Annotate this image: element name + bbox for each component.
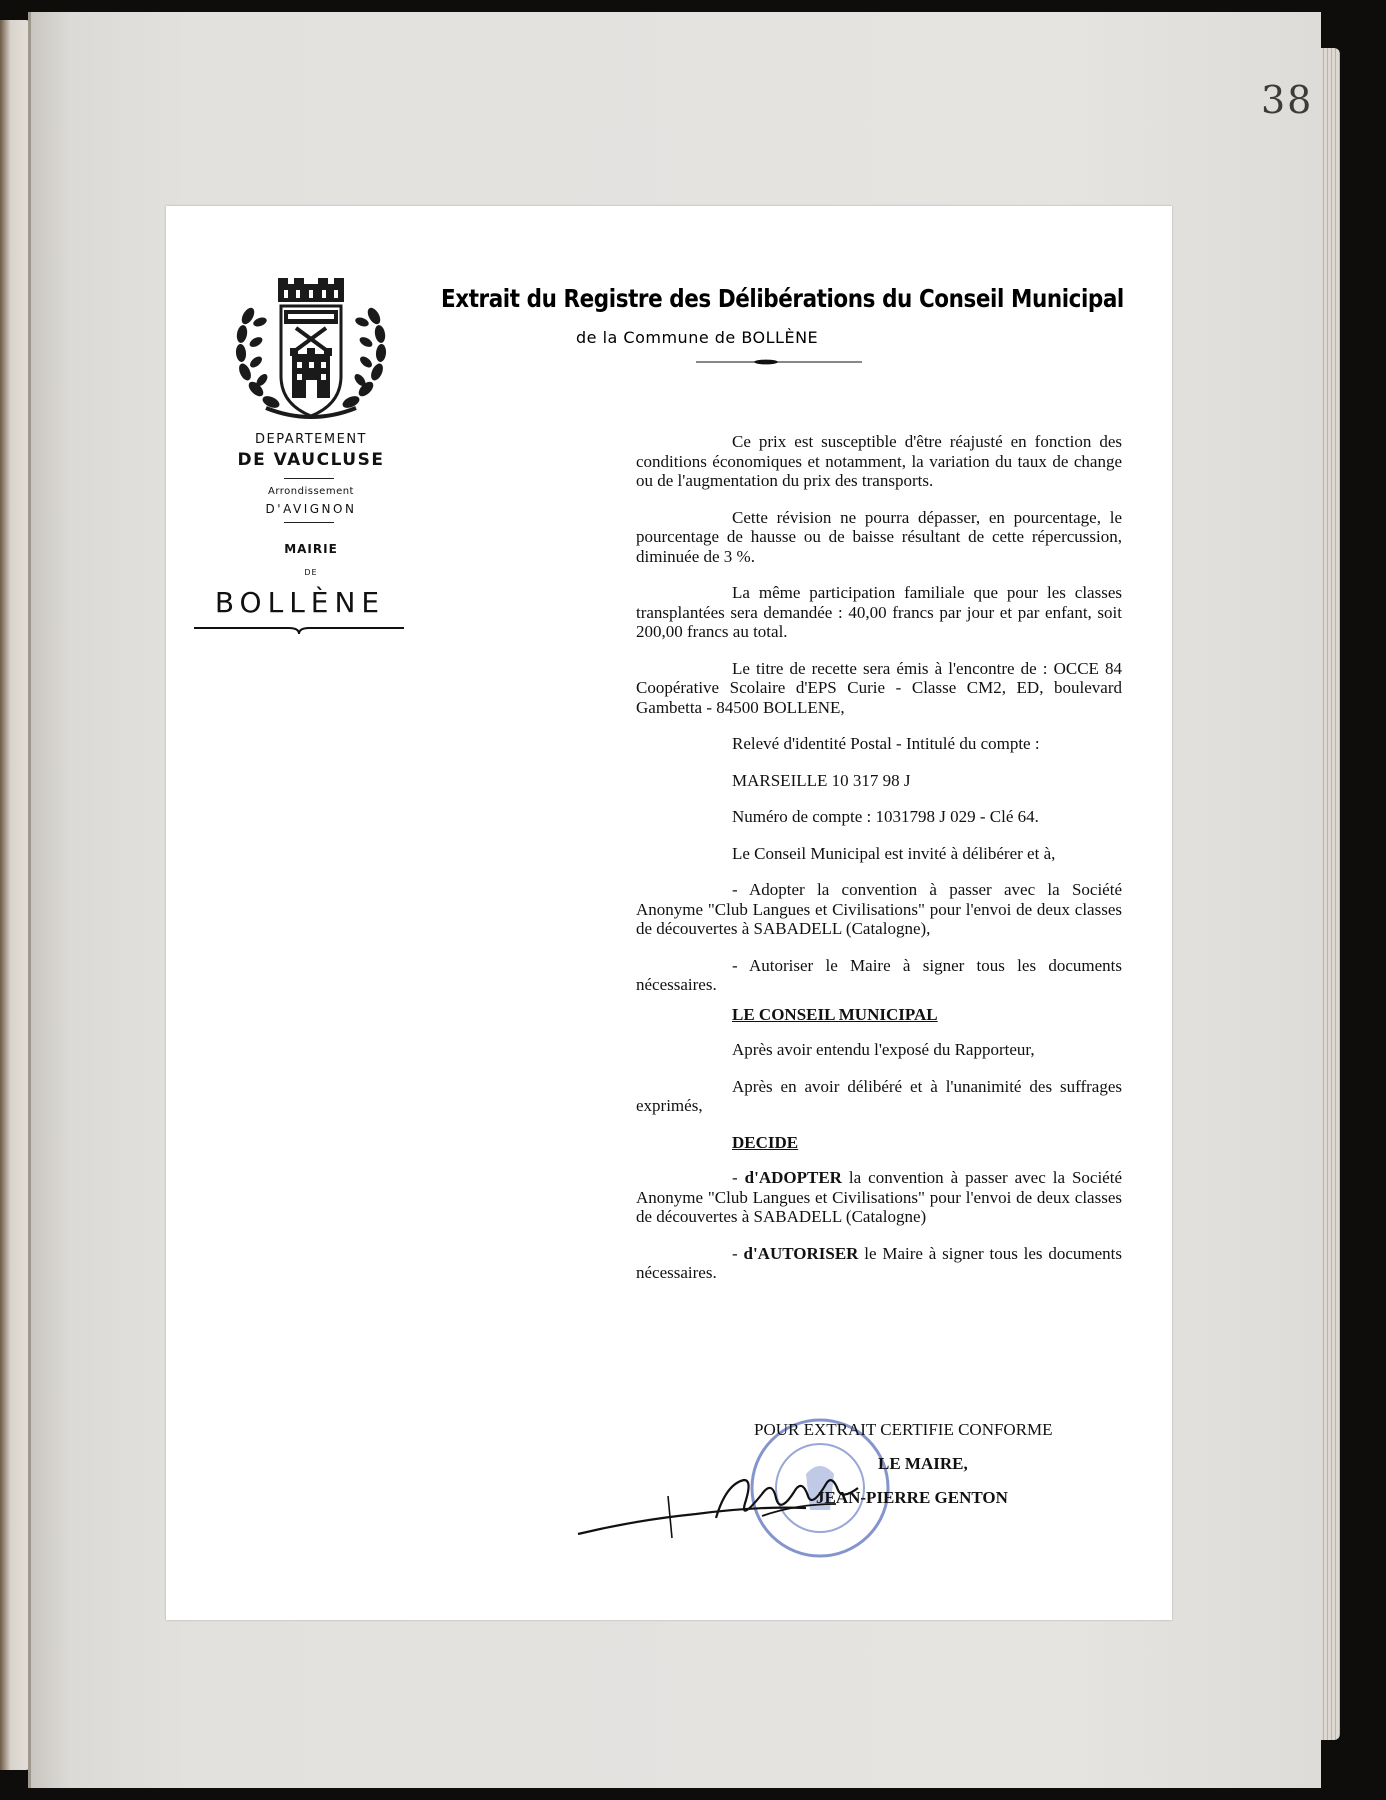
decision-autoriser-text: le Maire à signer tous les documents nécessaires.: [636, 1243, 1122, 1282]
paragraph-rip: Relevé d'identité Postal - Intitulé du compte :: [732, 734, 1040, 753]
signatory-name: JEAN-PIERRE GENTON: [816, 1488, 1008, 1507]
letterhead-divider: [284, 478, 334, 479]
paragraph-autoriser: - Autoriser le Maire à signer tous les documents nécessaires.: [636, 955, 1122, 994]
decision-prefix: -: [732, 1243, 744, 1263]
letterhead-divider: [284, 522, 334, 523]
paragraph-account-number: Numéro de compte : 1031798 J 029 - Clé 64.: [732, 807, 1039, 826]
letterhead-avignon: D'AVIGNON: [265, 502, 357, 516]
signatory-title: LE MAIRE,: [878, 1454, 968, 1473]
letterhead-de: DE: [304, 568, 318, 577]
heading-conseil-municipal: LE CONSEIL MUNICIPAL: [732, 1004, 938, 1024]
heading-decide: DECIDE: [732, 1132, 799, 1152]
decision-autoriser: [636, 1244, 1122, 1283]
paragraph-revision: Cette révision ne pourra dépasser, en pourcentage, le pourcentage de hausse ou de baisse résultant de cette répercussion, diminuée de 3 %.: [636, 507, 1122, 566]
paragraph-account-label: MARSEILLE 10 317 98 J: [732, 770, 911, 790]
coat-of-arms-icon: [226, 276, 396, 426]
decision-prefix: -: [732, 1168, 745, 1187]
decision-autoriser-keyword: d'AUTORISER: [743, 1243, 859, 1263]
title-divider: [696, 359, 862, 365]
decision-adopter-keyword: d'ADOPTER: [744, 1168, 842, 1187]
document-subtitle: de la Commune de BOLLÈNE: [576, 328, 819, 347]
paragraph-titre-recette: Le titre de recette sera émis à l'encontre de : OCCE 84 Coopérative Scolaire d'EPS Curie - Classe CM2, ED, boulevard Gambetta - 84500 BOLLENE,: [636, 658, 1122, 717]
document-sheet: [166, 206, 1172, 1620]
letterhead-bollene: BOLLÈNE: [214, 586, 386, 619]
certification-line: POUR EXTRAIT CERTIFIE CONFORME: [754, 1420, 1053, 1439]
paragraph-invite: Le Conseil Municipal est invité à délibérer et à,: [732, 843, 1056, 863]
letterhead-vaucluse: DE VAUCLUSE: [237, 450, 385, 470]
document-body: [636, 432, 1122, 1300]
letterhead-arrondissement: Arrondissement: [268, 486, 354, 497]
letterhead-mairie: MAIRIE: [284, 542, 338, 556]
left-page-edge: [0, 20, 30, 1770]
paragraph-rapporteur: Après avoir entendu l'exposé du Rapporteur,: [732, 1040, 1035, 1059]
decision-adopter: [636, 1168, 1122, 1227]
decision-adopter-text: la convention à passer avec la Société Anonyme "Club Langues et Civilisations" pour l'envoi de deux classes de découvertes à SABADELL (Catalogne): [636, 1168, 1122, 1226]
document-title: Extrait du Registre des Délibérations du Conseil Municipal: [441, 284, 1124, 313]
paragraph-adopter: - Adopter la convention à passer avec la Société Anonyme "Club Langues et Civilisations" pour l'envoi de deux classes de découvertes à SABADELL (Catalogne),: [636, 880, 1122, 938]
paragraph-price-adjustment: Ce prix est susceptible d'être réajusté en fonction des conditions économiques et notamment, la variation du taux de change ou de l'augmentation du prix des transports.: [636, 432, 1122, 490]
letterhead-departement: DEPARTEMENT: [255, 432, 367, 447]
letterhead-swoosh: [194, 622, 404, 636]
page-number: 38: [1261, 78, 1314, 122]
paragraph-participation: La même participation familiale que pour les classes transplantées sera demandée : 40,00 francs par jour et par enfant, soit 200,00 francs au total.: [636, 583, 1122, 641]
paragraph-unanimite: Après en avoir délibéré et à l'unanimité des suffrages exprimés,: [636, 1076, 1122, 1115]
